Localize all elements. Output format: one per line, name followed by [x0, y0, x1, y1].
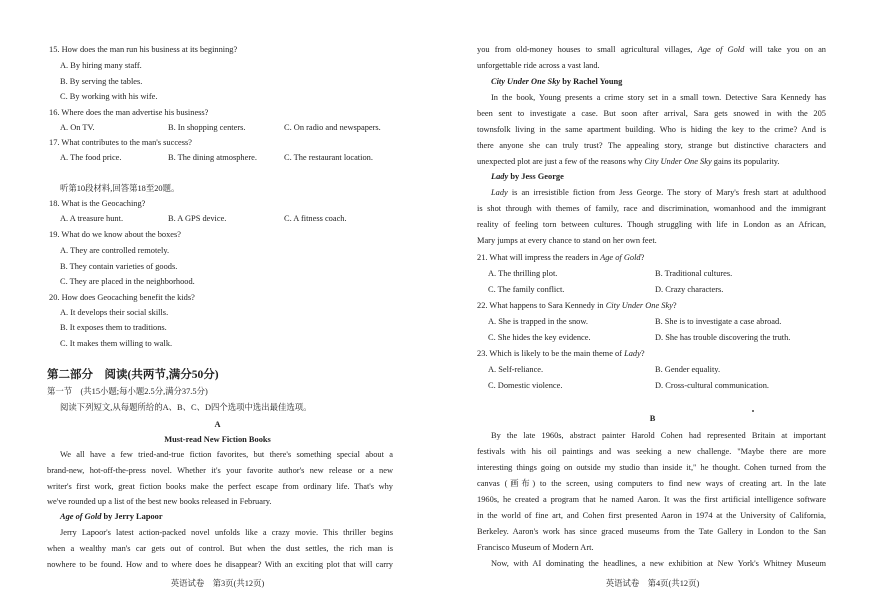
material-instruction: 听第10段材料,回答第18至20题。 [60, 184, 180, 193]
passage-a-para4-line2: is shot through with themes of family, race and discrimination, womanhood and the immigrant [477, 204, 826, 213]
passage-b-para1-line5: 1960s, he created a program that he named Aaron. It was the first artificial intelligence software [477, 495, 826, 504]
question-16-option-a: A. On TV. [60, 123, 95, 132]
book-2-title: City Under One Sky [491, 77, 561, 86]
question-21-option-a: A. The thrilling plot. [488, 269, 558, 278]
question-16-stem: 16. Where does the man advertise his business? [49, 108, 209, 117]
part-2-title: 第二部分 阅读(共两节,满分50分) [47, 369, 219, 381]
passage-a-letter: A [214, 420, 221, 429]
question-21-option-b: B. Traditional cultures. [655, 269, 733, 278]
passage-b-para1-line7: Berkeley. Aaron's work has since graced museums from the Tate Gallery in London to the San [477, 527, 826, 536]
question-19-option-c: C. They are placed in the neighborhood. [60, 277, 195, 286]
passage-b-para1-line6: in the world of fine art, and Cohen first presented Aaron in 1974 at the University of California, [477, 511, 826, 520]
passage-a-title: Must-read New Fiction Books [164, 435, 271, 444]
question-17-option-a: A. The food price. [60, 153, 122, 162]
question-23-stem [477, 348, 645, 359]
passage-a-para4-line1 [491, 187, 826, 198]
right-page [435, 0, 870, 615]
passage-a-para3-line1: In the book, Young presents a crime story set in a small town. Detective Sara Kennedy has [491, 93, 826, 102]
passage-a-para4-line4: Mary jumps at every chance to stand on her own feet. [477, 236, 657, 245]
passage-a-para4-line3: reality of feeling torn between cultures. Though struggling with life in London as an African, [477, 220, 826, 229]
para3-last-pre: unexpected plot are just a few of the reasons why [477, 157, 645, 166]
question-23-option-d: D. Cross-cultural communication. [655, 381, 769, 390]
question-23-option-c: C. Domestic violence. [488, 381, 563, 390]
question-23-option-b: B. Gender equality. [655, 365, 721, 374]
q21-stem-post: ? [640, 253, 645, 262]
q22-stem-pre: 22. What happens to Sara Kennedy in [477, 301, 606, 310]
question-22-option-d: D. She has trouble discovering the truth. [655, 333, 791, 342]
passage-a-para3-line4: there anyone she can truly trust? The appealing story, strange but distinctive characters and [477, 141, 826, 150]
passage-b-letter: B [649, 414, 656, 423]
book-1-author: by Jerry Lapoor [101, 512, 163, 521]
passage-a-para3-line3: townsfolk living in the same apartment building. Who is hiding the key to the crime? And is [477, 125, 826, 134]
passage-a-para3-line5 [477, 156, 780, 167]
passage-a-para1-line3: writer's first work, great fiction books make the perfect escape from ordinary life. That's why [47, 482, 393, 491]
passage-b-para1-line2: festivals with his oil paintings and was seeking a new challenge. "Maybe there are more [477, 447, 826, 456]
q21-stem-pre: 21. What will impress the readers in [477, 253, 601, 262]
scan-speck [752, 410, 754, 412]
passage-a-para2-line2: when a wealthy man's car gets out of control. But when the dust settles, the rich man is [47, 544, 393, 553]
passage-a-para1-line1: We all have a few tried-and-true fiction favorites, but there's something special about a [60, 450, 393, 459]
passage-a-para2-line1: Jerry Lapoor's latest action-packed novel unfolds like a crazy movie. This thriller begins [60, 528, 393, 537]
book-2-author: by Rachel Young [560, 77, 623, 86]
passage-a-para2-cont-line2: unforgettable ride across a vast land. [477, 61, 600, 70]
question-19-option-b: B. They contain varieties of goods. [60, 262, 178, 271]
passage-b-para1-line4: canvas (画布) to the screen, using computers to find new ways of creating art. In the late [477, 479, 826, 488]
question-19-option-a: A. They are controlled remotely. [60, 246, 170, 255]
question-17-option-b: B. The dining atmosphere. [168, 153, 257, 162]
question-20-stem: 20. How does Geocaching benefit the kids? [49, 293, 195, 302]
passage-b-para2-line1: Now, with AI dominating the headlines, a new exhibition at New York's Whitney Museum [491, 559, 826, 568]
passage-a-para2-cont-line1 [477, 44, 826, 55]
para2-cont-post: will take you on an [744, 45, 826, 54]
question-23-option-a: A. Self-reliance. [488, 365, 544, 374]
book-1-heading [60, 511, 163, 522]
q22-stem-post: ? [672, 301, 677, 310]
question-15-option-b: B. By serving the tables. [60, 77, 143, 86]
question-18-stem: 18. What is the Geocaching? [49, 199, 146, 208]
question-20-option-b: B. It exposes them to traditions. [60, 323, 167, 332]
passage-a-para1-line4: we've rounded up a list of the best new books released in February. [47, 497, 272, 506]
passage-b-para1-line8: Francisco Museum of Modern Art. [477, 543, 594, 552]
passage-b-para1-line1: By the late 1960s, abstract painter Harold Cohen had represented Britain at important [491, 431, 826, 440]
q21-stem-book: Age of Gold [600, 253, 641, 262]
question-15-option-c: C. By working with his wife. [60, 92, 158, 101]
question-19-stem: 19. What do we know about the boxes? [49, 230, 181, 239]
passage-a-para3-line2: been sent to investigate a case. But soon after arrival, Sara gets snowed in with the 205 [477, 109, 826, 118]
question-22-option-c: C. She hides the key evidence. [488, 333, 591, 342]
passage-a-para1-line2: brand-new, hot-off-the-press novel. Whether it's your favorite author's new release or a new [47, 466, 393, 475]
right-page-footer: 英语试卷 第4页(共12页) [605, 579, 700, 588]
para2-cont-pre: you from old-money houses to small agricultural villages, [477, 45, 698, 54]
q23-stem-post: ? [640, 349, 645, 358]
book-3-title: Lady [491, 172, 509, 181]
question-21-option-c: C. The family conflict. [488, 285, 565, 294]
question-16-option-c: C. On radio and newspapers. [284, 123, 381, 132]
book-3-heading [491, 171, 564, 182]
book-2-heading [491, 76, 622, 87]
passage-b-para1-line3: interesting things going on outside my studio than inside it," he thought. Cohen turned from the [477, 463, 826, 472]
question-22-option-b: B. She is to investigate a case abroad. [655, 317, 782, 326]
q22-stem-book: City Under One Sky [605, 301, 673, 310]
left-page-footer: 英语试卷 第3页(共12页) [170, 579, 265, 588]
para3-last-book-title: City Under One Sky [644, 157, 712, 166]
question-22-stem [477, 300, 677, 311]
para4-book-title: Lady [491, 188, 508, 197]
q23-stem-book: Lady [624, 349, 641, 358]
para4-first-post: is an irresistible fiction from Jess George. The story of Mary's fresh start at adulthood [507, 188, 826, 197]
book-3-author: by Jess George [508, 172, 564, 181]
question-15-option-a: A. By hiring many staff. [60, 61, 142, 70]
question-18-option-b: B. A GPS device. [168, 214, 227, 223]
question-21-option-d: D. Crazy characters. [655, 285, 724, 294]
question-20-option-a: A. It develops their social skills. [60, 308, 169, 317]
para2-cont-book-title: Age of Gold [697, 45, 745, 54]
question-15-stem: 15. How does the man run his business at its beginning? [49, 45, 238, 54]
passage-a-para2-line3: nowhere to be found. How and to where does he disappear? With an exciting plot that will carry [47, 560, 393, 569]
question-18-option-c: C. A fitness coach. [284, 214, 347, 223]
question-17-stem: 17. What contributes to the man's success? [49, 138, 192, 147]
para3-last-post: gains its popularity. [711, 157, 780, 166]
question-18-option-a: A. A treasure hunt. [60, 214, 124, 223]
q23-stem-pre: 23. Which is likely to be the main theme of [477, 349, 625, 358]
question-21-stem [477, 252, 644, 263]
question-17-option-c: C. The restaurant location. [284, 153, 373, 162]
reading-instruction: 阅读下列短文,从每题所给的A、B、C、D四个选项中选出最佳选项。 [60, 403, 312, 412]
question-16-option-b: B. In shopping centers. [168, 123, 246, 132]
section-1-heading: 第一节 (共15小题;每小题2.5分,满分37.5分) [47, 387, 208, 396]
question-22-option-a: A. She is trapped in the snow. [488, 317, 588, 326]
book-1-title: Age of Gold [60, 512, 102, 521]
question-20-option-c: C. It makes them willing to walk. [60, 339, 173, 348]
